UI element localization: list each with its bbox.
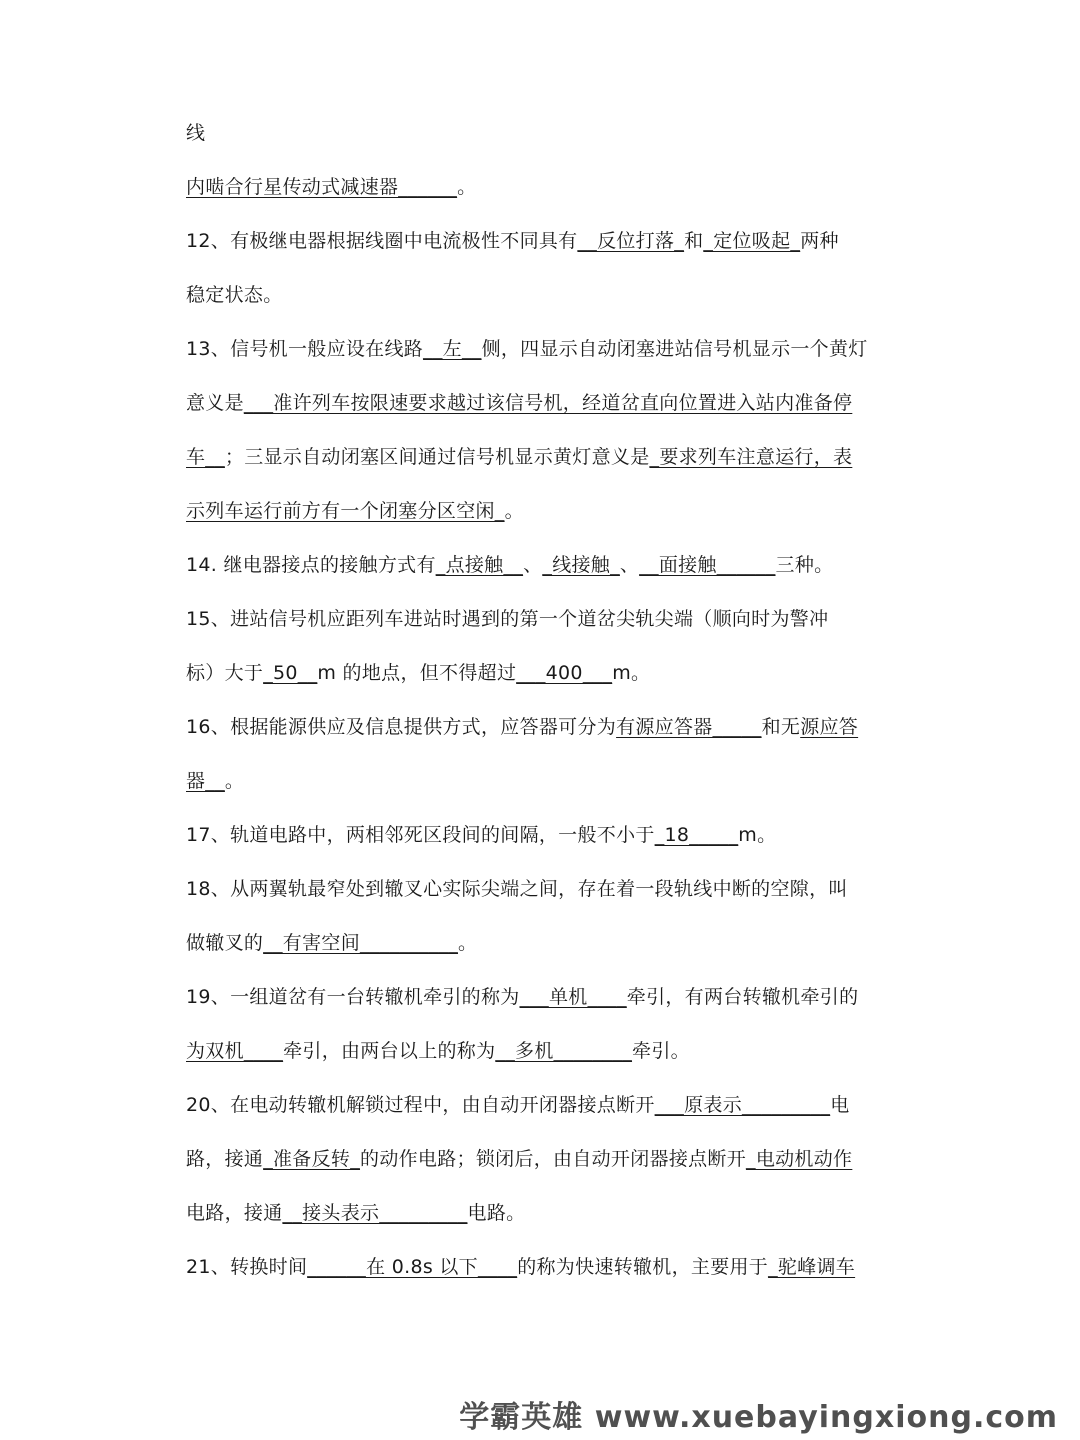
answer-blank: _点接触__	[435, 554, 524, 576]
answer-blank: _18_____	[654, 824, 739, 846]
text-segment: 14. 继电器接点的接触方式有	[186, 554, 436, 576]
answer-blank: _要求列车注意运行，表	[649, 446, 853, 468]
text-segment: 电路。	[467, 1202, 526, 1224]
text-segment: 牵引，由两台以上的称为	[283, 1040, 496, 1062]
watermark: 学霸英雄 www.xuebayingxiong.com	[459, 1400, 1058, 1435]
answer-blank: _准备反转_	[263, 1148, 361, 1170]
text-line	[186, 1092, 906, 1118]
text-line	[186, 1038, 906, 1064]
answer-blank: _电动机动作	[746, 1148, 853, 1170]
answer-blank: 示列车运行前方有一个闭塞分区空闲_	[186, 500, 505, 522]
text-line	[186, 714, 906, 740]
text-segment: 电	[830, 1094, 850, 1116]
answer-blank: _线接触_	[542, 554, 620, 576]
text-segment: 19、一组道岔有一台转辙机牵引的称为	[186, 986, 520, 1008]
text-line	[186, 390, 906, 416]
text-line	[186, 120, 906, 146]
text-segment: 17、轨道电路中，两相邻死区段间的间隔，一般不小于	[186, 824, 655, 846]
answer-blank: 车__	[186, 446, 225, 468]
text-segment: m。	[738, 824, 777, 846]
answer-blank: _定位吸起_	[703, 230, 801, 252]
text-segment: 。	[224, 770, 245, 792]
answer-blank: 器__	[186, 770, 225, 792]
answer-blank: __面接触______	[639, 554, 776, 576]
text-line	[186, 444, 906, 470]
answer-blank: _50__	[263, 662, 318, 684]
text-segment: 、	[523, 554, 543, 576]
text-segment: 12、有极继电器根据线圈中电流极性不同具有	[186, 230, 578, 252]
text-segment: 意义是	[186, 392, 244, 414]
text-segment: 标）大于	[186, 662, 264, 684]
text-segment: 的动作电路；锁闭后，由自动开闭器接点断开	[360, 1148, 747, 1170]
text-segment: 做辙叉的	[186, 932, 264, 954]
text-segment: 线	[186, 122, 206, 144]
text-segment: 三种。	[775, 554, 834, 576]
text-line	[186, 606, 906, 632]
text-line	[186, 228, 906, 254]
text-segment: 。	[504, 500, 524, 522]
text-segment: 牵引，有两台转辙机牵引的	[626, 986, 859, 1008]
text-segment: 和无	[761, 716, 801, 738]
text-segment: m 的地点，但不得超过	[317, 662, 517, 684]
answer-blank: __有害空间__________	[263, 932, 459, 954]
text-line	[186, 174, 906, 200]
text-line	[186, 1146, 906, 1172]
text-segment: 15、进站信号机应距列车进站时遇到的第一个道岔尖轨尖端（顺向时为警冲	[186, 608, 829, 630]
text-segment: 16、根据能源供应及信息提供方式，应答器可分为	[186, 716, 617, 738]
text-segment: 。	[457, 176, 477, 198]
answer-blank: __接头表示_________	[282, 1202, 468, 1224]
text-line	[186, 1200, 906, 1226]
text-segment: 的称为快速转辙机，主要用于	[517, 1256, 769, 1278]
text-line	[186, 552, 906, 578]
text-line	[186, 1254, 906, 1280]
text-segment: 侧，四显示自动闭塞进站信号机显示一个黄灯	[481, 338, 868, 360]
text-line	[186, 336, 906, 362]
text-line	[186, 498, 906, 524]
text-line	[186, 660, 906, 686]
text-line	[186, 768, 906, 794]
text-segment: 21、转换时间	[186, 1256, 308, 1278]
text-line	[186, 876, 906, 902]
text-segment: 13、信号机一般应设在线路	[186, 338, 424, 360]
answer-blank: __多机________	[495, 1040, 633, 1062]
text-segment: 和	[684, 230, 704, 252]
text-segment: m。	[612, 662, 651, 684]
text-segment: 、	[619, 554, 640, 576]
text-segment: 两种	[800, 230, 839, 252]
answer-blank: 为双机____	[186, 1040, 284, 1062]
text-line	[186, 822, 906, 848]
text-segment: 路，接通	[186, 1148, 264, 1170]
answer-blank: _驼峰调车	[768, 1256, 856, 1278]
answer-blank: ___单机____	[519, 986, 627, 1008]
answer-blank: __左__	[423, 338, 482, 360]
text-segment: ；三显示自动闭塞区间通过信号机显示黄灯意义是	[224, 446, 650, 468]
answer-blank: ___原表示_________	[654, 1094, 831, 1116]
text-line	[186, 282, 906, 308]
text-segment: 18、从两翼轨最窄处到辙叉心实际尖端之间，存在着一段轨线中断的空隙，叫	[186, 878, 848, 900]
text-segment: 20、在电动转辙机解锁过程中，由自动开闭器接点断开	[186, 1094, 655, 1116]
answer-blank: ___准许列车按限速要求越过该信号机，经道岔直向位置进入站内准备停	[243, 392, 853, 414]
answer-blank: __反位打落_	[577, 230, 685, 252]
text-line	[186, 930, 906, 956]
answer-blank: 内啮合行星传动式减速器______	[186, 176, 458, 198]
text-segment: 稳定状态。	[186, 284, 283, 306]
text-line	[186, 984, 906, 1010]
answer-blank: 源应答	[800, 716, 859, 738]
text-segment: 牵引。	[632, 1040, 690, 1062]
answer-blank: ______在 0.8s 以下____	[307, 1256, 518, 1278]
answer-blank: 有源应答器_____	[616, 716, 762, 738]
text-segment: 。	[458, 932, 478, 954]
text-segment: 电路，接通	[186, 1202, 283, 1224]
answer-blank: ___400___	[516, 662, 613, 684]
